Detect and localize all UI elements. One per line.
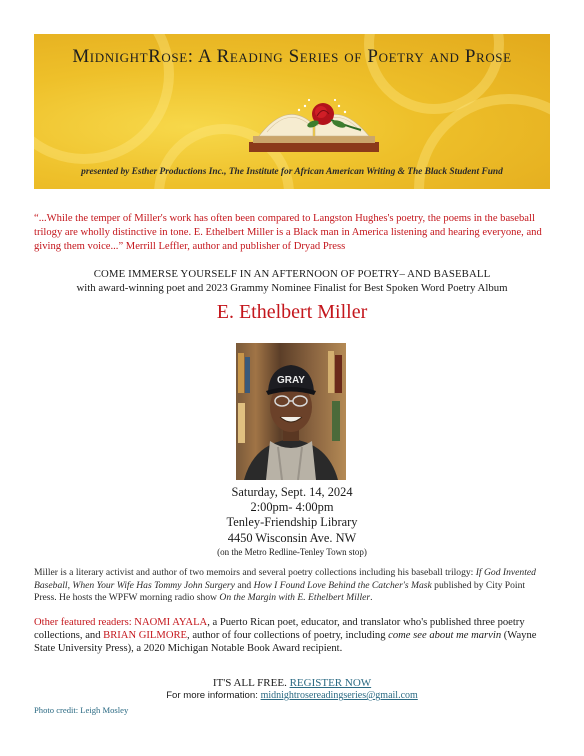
reader-description: , author of four collections of poetry, including <box>187 630 389 642</box>
bio-text: . <box>370 592 373 604</box>
tagline-subheading: with award-winning poet and 2023 Grammy Nominee Finalist for Best Spoken Word Poetry Album <box>76 282 508 294</box>
book-title: come see about me marvin <box>388 630 502 642</box>
reader-name: NAOMI AYALA <box>134 617 208 628</box>
review-quote: “...While the temper of Miller's work has often been compared to Langston Hughes's poetry, the poems in the baseball trilogy are wholly distinctive in tone. E. Ethelbert Miller is a Black man in America listening and hearing everyone, and giving them voice...” Merrill Leffler, author and publisher of Dryad Press <box>34 213 542 252</box>
other-readers-intro: Other featured readers: <box>34 617 135 628</box>
reader-name: BRIAN GILMORE <box>103 630 188 642</box>
photo-credit: Photo credit: Leigh Mosley <box>34 705 129 715</box>
other-readers <box>34 616 550 656</box>
featured-poet-name: E. Ethelbert Miller <box>216 301 368 323</box>
contact-email-link[interactable]: midnightrosereadingseries@gmail.com <box>260 690 418 701</box>
free-text: IT'S ALL FREE. <box>212 677 290 689</box>
radio-show-title: On the Margin with E. Ethelbert Miller <box>219 592 371 604</box>
free-admission <box>0 677 584 690</box>
event-address: 4450 Wisconsin Ave. NW <box>227 530 357 545</box>
tagline-heading: COME IMMERSE YOURSELF IN AN AFTERNOON OF POETRY– AND BASEBALL <box>93 268 491 280</box>
event-transit-note: (on the Metro Redline-Tenley Town stop) <box>217 546 367 557</box>
book-title: If God Invented Baseball, When Your Wife Has Tommy John Surgery <box>34 567 536 591</box>
more-info <box>0 690 584 701</box>
reader-description: (Wayne State University Press), a 2020 Michigan Notable Book Award recipient. <box>34 630 537 655</box>
poet-portrait-illustration <box>236 343 346 480</box>
info-label: For more information: <box>166 690 261 701</box>
poet-bio <box>34 567 550 605</box>
event-tagline <box>0 267 584 295</box>
poet-photo <box>236 343 346 480</box>
event-date: Saturday, Sept. 14, 2024 <box>231 485 353 499</box>
header-banner <box>34 34 550 189</box>
series-title: MidnightRose: A Reading Series of Poetry and Prose <box>72 46 512 67</box>
reader-description: , a Puerto Rican poet, educator, and translator who's published three poetry collections, and <box>34 617 525 642</box>
book-title: How I Found Love Behind the Catcher's Mask <box>253 579 432 591</box>
bio-text: published by City Point Press. He hosts the WPFW morning radio show <box>34 579 526 604</box>
event-details <box>0 485 584 558</box>
bio-text: and <box>234 579 254 591</box>
presenters-credit: presented by Esther Productions Inc., The Institute for African American Writing & The Black Student Fund <box>81 167 503 177</box>
cap-lettering: GRAY <box>277 375 305 386</box>
register-link[interactable]: REGISTER NOW <box>289 677 372 689</box>
event-time: 2:00pm- 4:00pm <box>250 500 334 515</box>
event-venue: Tenley-Friendship Library <box>226 515 358 530</box>
open-book-rose-image <box>239 84 389 160</box>
bio-text: Miller is a literary activist and author of two memoirs and several poetry collections including his baseball trilogy: <box>34 567 476 578</box>
